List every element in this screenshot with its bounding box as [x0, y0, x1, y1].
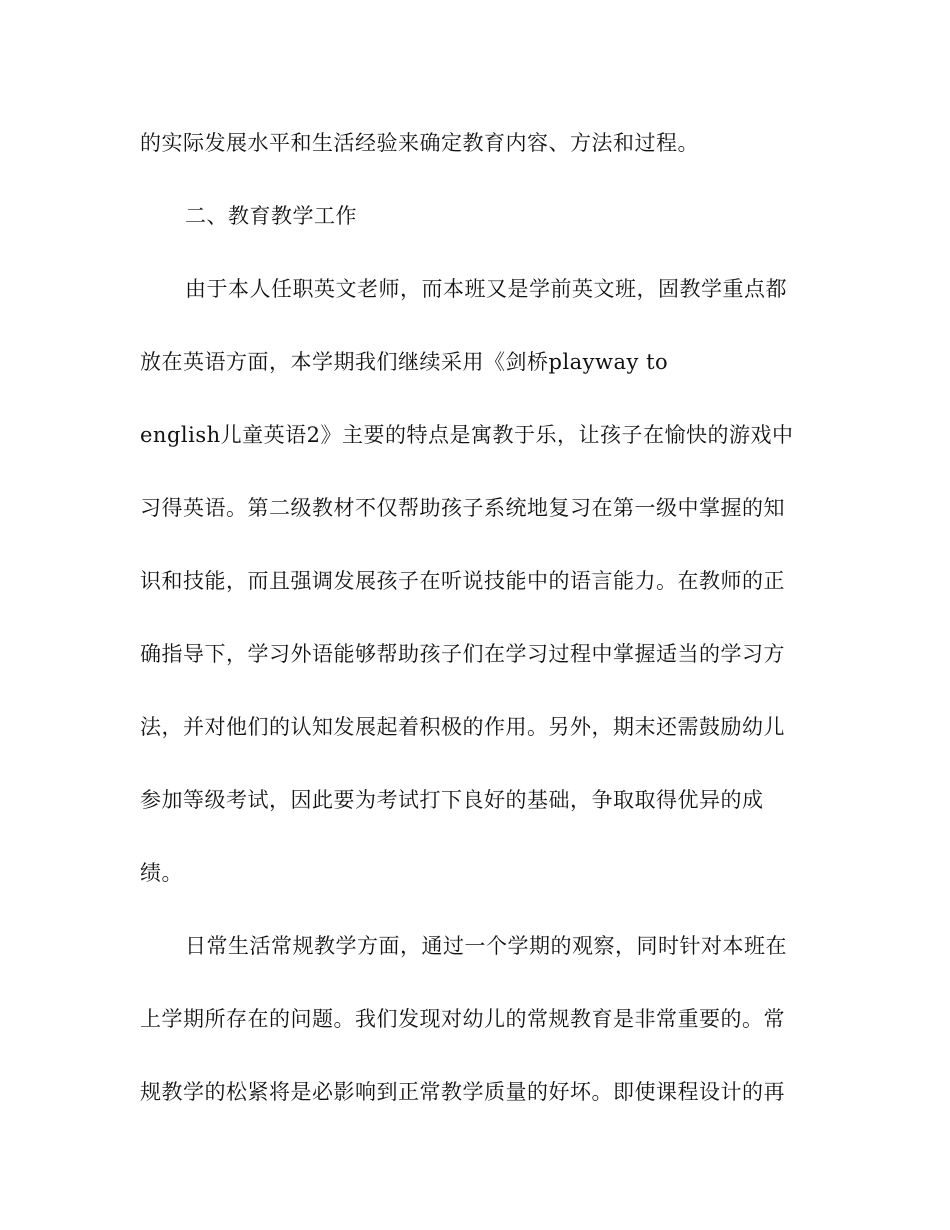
text-line: english儿童英语2》主要的特点是寓教于乐，让孩子在愉快的游戏中 [140, 423, 794, 447]
text-line: 确指导下，学习外语能够帮助孩子们在学习过程中掌握适当的学习方 [140, 642, 785, 666]
section-heading: 二、教育教学工作 [185, 204, 357, 228]
text-line: 放在英语方面，本学期我们继续采用《剑桥playway to [140, 350, 669, 374]
text-line: 习得英语。第二级教材不仅帮助孩子系统地复习在第一级中掌握的知 [140, 496, 785, 520]
text-line: 日常生活常规教学方面，通过一个学期的观察，同时针对本班在 [185, 934, 787, 958]
text-line: 绩。 [140, 861, 183, 885]
text-line: 法，并对他们的认知发展起着积极的作用。另外，期末还需鼓励幼儿 [140, 715, 785, 739]
text-line: 识和技能，而且强调发展孩子在听说技能中的语言能力。在教师的正 [140, 569, 785, 593]
text-line: 上学期所存在的问题。我们发现对幼儿的常规教育是非常重要的。常 [140, 1007, 785, 1031]
text-line: 规教学的松紧将是必影响到正常教学质量的好坏。即使课程设计的再 [140, 1080, 785, 1104]
text-line: 由于本人任职英文老师，而本班又是学前英文班，固教学重点都 [185, 277, 787, 301]
text-line: 的实际发展水平和生活经验来确定教育内容、方法和过程。 [140, 131, 699, 155]
text-line: 参加等级考试，因此要为考试打下良好的基础，争取取得优异的成 [140, 788, 764, 812]
